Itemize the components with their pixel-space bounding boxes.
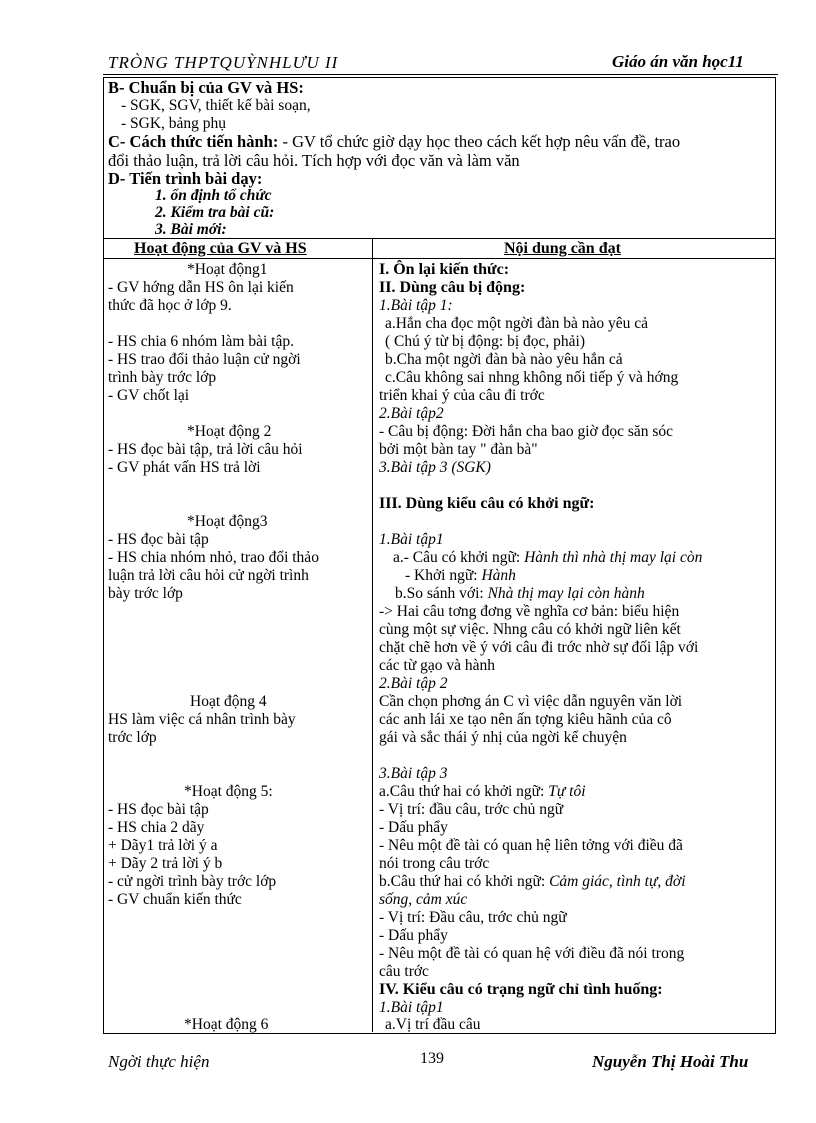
header-school: TRÒNG THPTQUỲNHLƯU II (108, 53, 339, 72)
header-rule (103, 74, 778, 75)
activity-3-heading: *Hoạt động3 (187, 513, 268, 530)
right-line: bởi một bàn tay " đàn bà" (379, 441, 538, 458)
left-line: HS làm việc cá nhân trình bày (108, 711, 296, 728)
exercise-heading: 2.Bài tập2 (379, 405, 444, 422)
left-line: - GV hớng dẫn HS ôn lại kiến (108, 279, 294, 296)
right-label: - Khởi ngữ: (405, 567, 478, 584)
left-line: - GV chốt lại (108, 387, 190, 404)
prep-title: B- Chuẩn bị của GV và HS: (108, 78, 304, 97)
left-line: - cử ngời trình bày trớc lớp (108, 873, 277, 890)
left-line: - GV chuẩn kiến thức (108, 891, 242, 908)
right-line: c.Câu không sai nhng không nối tiếp ý và hớng (385, 369, 679, 386)
right-line: a.Vị trí đầu câu (385, 1016, 481, 1033)
method-text-2: đổi thảo luận, trả lời câu hỏi. Tích hợp với đọc văn và làm văn (108, 151, 520, 170)
left-line: trớc lớp (108, 729, 157, 746)
exercise-heading: 3.Bài tập 3 (SGK) (379, 459, 491, 476)
right-line (379, 783, 586, 801)
left-line: - HS đọc bài tập, trả lời câu hỏi (108, 441, 303, 458)
section-adverbial: IV. Kiểu câu có trạng ngữ chỉ tình huống: (379, 981, 663, 998)
section-topic: III. Dùng kiểu câu có khởi ngữ: (379, 495, 595, 512)
activity-4-heading: Hoạt động 4 (190, 693, 267, 710)
exercise-heading: 1.Bài tập 1: (379, 297, 453, 314)
method-title: C- Cách thức tiến hành: (108, 132, 279, 151)
right-line: - Nêu một đề tài có quan hệ với điều đã nói trong (379, 945, 685, 962)
right-label: a.Câu thứ hai có khởi ngữ: (379, 783, 545, 800)
example-topic: Hành (481, 567, 516, 584)
left-line: trình bày trớc lớp (108, 369, 217, 386)
left-line: thức đã học ở lớp 9. (108, 297, 232, 314)
right-line (379, 873, 686, 891)
left-line: - HS đọc bài tập (108, 801, 209, 818)
activity-1-heading: *Hoạt động1 (187, 261, 268, 278)
right-label: a.- Câu có khởi ngữ: (393, 549, 521, 566)
right-line: câu trớc (379, 963, 429, 980)
left-line: + Dãy1 trả lời ý a (108, 837, 218, 854)
right-line: a.Hắn cha đọc một ngời đàn bà nào yêu cả (385, 315, 648, 332)
right-line: các từ gạo và hành (379, 657, 495, 674)
right-line (395, 585, 645, 603)
column-header-activities: Hoạt động của GV và HS (134, 240, 307, 257)
table-header-rule (103, 258, 776, 259)
table-column-divider (372, 238, 373, 1032)
right-line: triển khai ý của câu đi trớc (379, 387, 545, 404)
right-line: - Dấu phẩy (379, 927, 448, 944)
process-title: D- Tiến trình bài dạy: (108, 169, 263, 188)
activity-6-heading: *Hoạt động 6 (184, 1016, 269, 1033)
method-paragraph (108, 133, 680, 151)
exercise-heading: 1.Bài tập1 (379, 531, 444, 548)
right-line: cùng một sự việc. Nhng câu có khởi ngữ liên kết (379, 621, 681, 638)
right-label: b.So sánh với: (395, 585, 484, 602)
footer-author-label: Ngời thực hiện (108, 1052, 210, 1071)
example-topic: Cảm giác, tình tự, đời (549, 873, 686, 890)
exercise-heading: 2.Bài tập 2 (379, 675, 448, 692)
right-line: Cần chọn phơng án C vì việc dẫn nguyên văn lời (379, 693, 683, 710)
activity-5-heading: *Hoạt động 5: (184, 783, 273, 800)
example-topic: Tự tôi (548, 783, 586, 800)
right-line: - Dấu phẩy (379, 819, 448, 836)
column-header-content: Nội dung cần đạt (504, 240, 621, 257)
left-line: - HS đọc bài tập (108, 531, 209, 548)
right-line: - Vị trí: đầu câu, trớc chủ ngữ (379, 801, 564, 818)
example-topic-cont: sống, cảm xúc (379, 891, 468, 908)
left-line: - HS chia 2 dãy (108, 819, 205, 836)
page-number: 139 (420, 1050, 444, 1067)
header-subject: Giáo án văn học11 (612, 52, 744, 71)
left-line: - GV phát vấn HS trả lời (108, 459, 261, 476)
example-sentence: Hành thì nhà thị may lại còn (524, 549, 703, 566)
right-line (393, 549, 702, 567)
left-line: luận trả lời câu hỏi cử ngời trình (108, 567, 309, 584)
right-line: - Nêu một đề tài có quan hệ liên tởng với điều đã (379, 837, 683, 854)
left-line: - HS chia nhóm nhỏ, trao đổi thảo (108, 549, 319, 566)
activity-2-heading: *Hoạt động 2 (187, 423, 272, 440)
footer-author-name: Nguyễn Thị Hoài Thu (592, 1052, 749, 1071)
section-review: I. Ôn lại kiến thức: (379, 261, 510, 278)
left-line: - HS trao đổi thảo luận cử ngời (108, 351, 301, 368)
right-label: b.Câu thứ hai có khởi ngữ: (379, 873, 546, 890)
right-line: b.Cha một ngời đàn bà nào yêu hắn cả (385, 351, 623, 368)
left-line: + Dãy 2 trả lời ý b (108, 855, 223, 872)
right-line: chặt chẽ hơn về ý với câu đi trớc nhờ sự đối lập với (379, 639, 699, 656)
exercise-heading: 3.Bài tập 3 (379, 765, 448, 782)
left-line: bày trớc lớp (108, 585, 183, 602)
right-line: - Vị trí: Đầu câu, trớc chủ ngữ (379, 909, 567, 926)
right-line: -> Hai câu tơng đơng về nghĩa cơ bản: biểu hiện (379, 603, 680, 620)
process-step-1: 1. ổn định tổ chức (155, 187, 272, 204)
prep-item-2: - SGK, bảng phụ (121, 115, 227, 132)
example-sentence: Nhà thị may lại còn hành (487, 585, 645, 602)
process-step-3: 3. Bài mới: (155, 221, 227, 238)
right-line: gái và sắc thái ý nhị của ngời kể chuyện (379, 729, 627, 746)
method-text-1: - GV tổ chức giờ dạy học theo cách kết hợp nêu vấn đề, trao (282, 132, 681, 151)
left-line: - HS chia 6 nhóm làm bài tập. (108, 333, 294, 350)
right-line: ( Chú ý từ bị động: bị đọc, phải) (385, 333, 585, 350)
process-step-2: 2. Kiểm tra bài cũ: (155, 204, 275, 221)
exercise-heading: 1.Bài tập1 (379, 999, 444, 1016)
right-line: - Câu bị động: Đời hắn cha bao giờ đọc săn sóc (379, 423, 674, 440)
right-line: nói trong câu trớc (379, 855, 490, 872)
prep-item-1: - SGK, SGV, thiết kế bài soạn, (121, 97, 311, 114)
section-passive: II. Dùng câu bị động: (379, 279, 526, 296)
right-line (405, 567, 516, 585)
right-line: các anh lái xe tạo nên ấn tợng kiêu hãnh của cô (379, 711, 672, 728)
